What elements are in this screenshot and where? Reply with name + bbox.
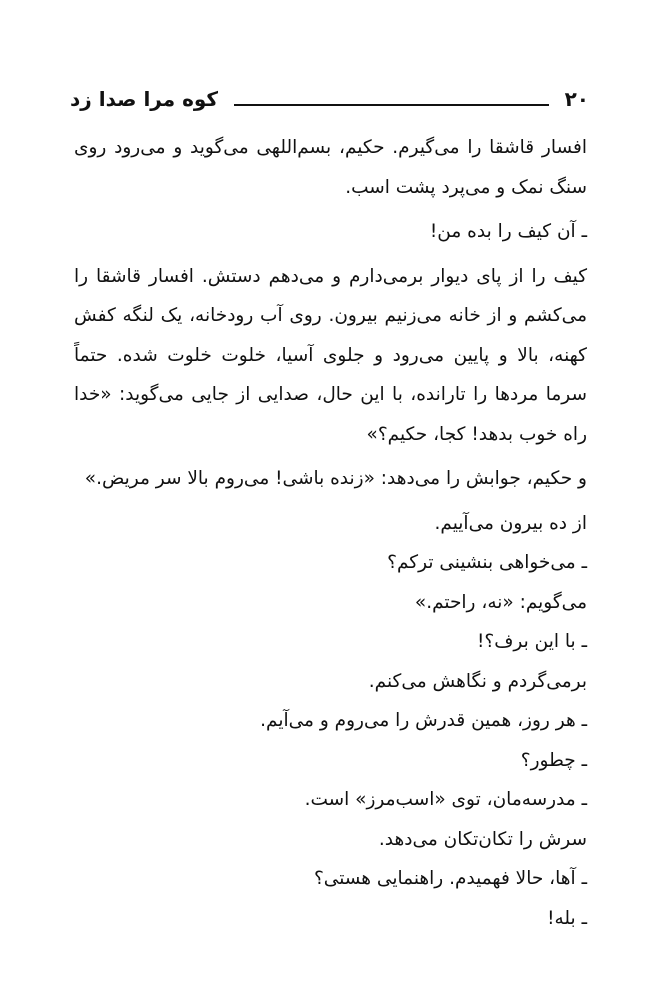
dialogue-line: ـ می‌خواهی بنشینی ترکم؟ [387,552,587,573]
paragraph: و حکیم، جوابش را می‌دهد: «زنده باشی! می‌روم بالا سر مریض.» [84,468,587,489]
dialogue-line: ـ آن کیف را بده من! [429,221,587,242]
dialogue-line: ـ هر روز، همین قدرش را می‌روم و می‌آیم. [260,710,587,731]
running-title: کوه مرا صدا زد [70,87,219,111]
header-rule [234,104,549,106]
paragraph: افسار قاشقا را می‌گیرم. حکیم، بسم‌اللهی می‌گوید و می‌رود روی سنگ نمک و می‌پرد پشت اسب. [74,137,587,198]
paragraph: برمی‌گردم و نگاهش می‌کنم. [368,670,587,692]
paragraph: می‌گویم: «نه، راحتم.» [414,591,587,613]
paragraph: کیف را از پای دیوار برمی‌دارم و می‌دهم دستش. افسار قاشقا را می‌کشم و از خانه می‌زنیم بیرون. روی آب رودخانه، یک لنگه کفش کهنه، بالا و پایین می‌رود و جلوی آسیا، خلوت خلوت شده. حتماً سرما مردها را تارانده، با این حال، صدایی از جایی می‌گوید: «خدا راه خوب بدهد! کجا، حکیم؟» [74,265,587,445]
dialogue-line: ـ بله! [547,907,587,929]
dialogue-line: ـ با این برف؟! [477,631,587,652]
page-header [70,82,589,116]
page-number: ۲۰ [564,87,589,111]
paragraph: از ده بیرون می‌آییم. [434,512,587,534]
body-text [74,128,587,938]
dialogue-line: ـ آها، حالا فهمیدم. راهنمایی هستی؟ [313,868,587,889]
dialogue-line: ـ چطور؟ [520,749,587,771]
dialogue-line: ـ مدرسه‌مان، توی «اسب‌مرز» است. [304,789,587,810]
paragraph: سرش را تکان‌تکان می‌دهد. [378,828,587,850]
